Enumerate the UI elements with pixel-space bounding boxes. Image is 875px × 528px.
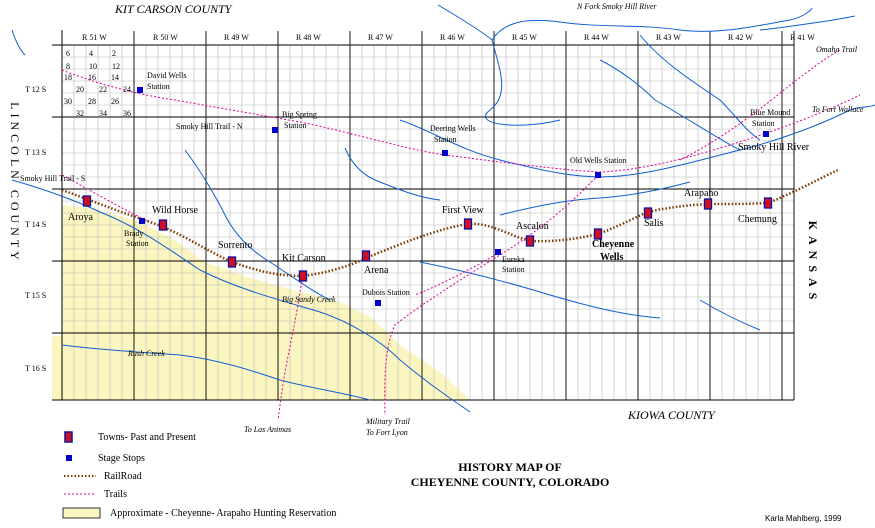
- station-label-david-wells-station: Station: [147, 82, 170, 91]
- section-number: 12: [112, 62, 120, 71]
- town-label-cheyenne: Cheyenne: [592, 239, 635, 250]
- trail-label-las-animas: To Las Animas: [244, 425, 292, 434]
- section-number: 18: [64, 73, 72, 82]
- county-label-east: KANSAS: [806, 220, 820, 306]
- town-marker-chemung: [765, 198, 772, 208]
- station-label-blue-mound: Blue Mound: [750, 108, 791, 117]
- trail-label-military-2: To Fort Lyon: [366, 428, 408, 437]
- town-label-arena: Arena: [364, 265, 389, 276]
- town-marker-arena: [363, 251, 370, 261]
- reservation-area: [52, 205, 470, 400]
- river-label-rush-creek: Rush Creek: [128, 349, 165, 358]
- trail-label-smoky-hill-s: Smoky Hill Trail - S: [20, 174, 86, 183]
- map-title-line-1: HISTORY MAP OF: [458, 460, 562, 474]
- town-label-chemung: Chemung: [738, 214, 777, 225]
- town-label-kit-carson: Kit Carson: [282, 253, 326, 264]
- station-label-brady-station: Station: [126, 239, 149, 248]
- station-label-blue-mound-station: Station: [752, 119, 775, 128]
- range-label-47: R 47 W: [368, 33, 393, 42]
- legend-item-trails: [62, 487, 127, 501]
- legend-item-railroad: [62, 469, 142, 483]
- section-number: 22: [99, 85, 107, 94]
- map-title-line-2: CHEYENNE COUNTY, COLORADO: [410, 475, 610, 489]
- map-credit: Karla Mahlberg, 1999: [765, 514, 842, 523]
- legend-label-trails: Trails: [104, 488, 127, 500]
- range-label-46: R 46 W: [440, 33, 465, 42]
- section-number: 24: [123, 85, 131, 94]
- stage-stop-symbol-icon: [62, 451, 76, 465]
- river-label-north-fork: N Fork Smoky Hill River: [577, 2, 657, 11]
- section-number: 14: [111, 73, 119, 82]
- section-number: 16: [88, 73, 96, 82]
- town-symbol-icon: [62, 430, 76, 444]
- station-marker-david-wells: [137, 87, 143, 93]
- legend-item-towns: [62, 430, 196, 444]
- trail-symbol-icon: [62, 487, 98, 501]
- station-marker-deering-wells: [442, 150, 448, 156]
- station-label-deering-wells-station: Station: [434, 135, 457, 144]
- station-marker-brady: [139, 218, 145, 224]
- station-marker-old-wells: [595, 172, 601, 178]
- county-label-south: KIOWA COUNTY: [628, 408, 715, 422]
- township-label-12: T 12 S: [25, 85, 47, 94]
- range-label-41: R 41 W: [790, 33, 815, 42]
- station-label-big-spring: Big Spring: [282, 110, 317, 119]
- trail-label-omaha: Omaha Trail: [816, 45, 858, 54]
- town-marker-cheyenne-wells: [595, 229, 602, 239]
- township-label-13: T 13 S: [25, 148, 47, 157]
- county-label-west: LINCOLN COUNTY: [8, 102, 22, 264]
- section-number: 26: [111, 97, 119, 106]
- section-number: 30: [64, 97, 72, 106]
- railroad-symbol-icon: [62, 469, 98, 483]
- range-label-44: R 44 W: [584, 33, 609, 42]
- section-number: 28: [88, 97, 96, 106]
- river-tributary-west: [345, 148, 440, 200]
- range-label-43: R 43 W: [656, 33, 681, 42]
- station-label-deering-wells: Deering Wells: [430, 124, 476, 133]
- town-label-salis: Salis: [644, 218, 664, 229]
- station-marker-big-spring: [272, 127, 278, 133]
- station-label-old-wells: Old Wells Station: [570, 156, 627, 165]
- section-number: 10: [89, 62, 97, 71]
- station-label-big-spring-station: Station: [284, 121, 307, 130]
- town-label-first-view: First View: [442, 205, 484, 216]
- map-title: [405, 460, 615, 490]
- legend-label-towns: Towns- Past and Present: [98, 431, 196, 443]
- trail-eureka-dubois: [415, 252, 500, 295]
- county-label-north: KIT CARSON COUNTY: [115, 2, 232, 16]
- river-tributary-mid: [500, 182, 690, 215]
- town-label-sorrento: Sorrento: [218, 240, 253, 251]
- section-number: 34: [99, 109, 107, 118]
- legend-item-stage-stops: [62, 451, 145, 465]
- trail-label-smoky-hill-n: Smoky Hill Trail - N: [176, 122, 243, 131]
- town-marker-arapaho: [705, 199, 712, 209]
- station-label-eureka: Eureka: [502, 255, 525, 264]
- township-label-15: T 15 S: [25, 291, 47, 300]
- section-number: 32: [76, 109, 84, 118]
- town-label-wells: Wells: [600, 252, 624, 263]
- legend-label-stage-stops: Stage Stops: [98, 452, 145, 464]
- township-label-14: T 14 S: [25, 220, 47, 229]
- range-label-42: R 42 W: [728, 33, 753, 42]
- town-label-ascalon: Ascalon: [516, 221, 549, 232]
- station-label-david-wells: David Wells: [147, 71, 187, 80]
- town-marker-kit-carson: [300, 271, 307, 281]
- river-label-big-sandy: Big Sandy Creek: [282, 295, 336, 304]
- section-number: 36: [123, 109, 131, 118]
- town-marker-wild-horse: [160, 220, 167, 230]
- section-number: 4: [89, 49, 93, 58]
- trail-label-military-1: Military Trail: [366, 417, 410, 426]
- station-label-eureka-station: Station: [502, 265, 525, 274]
- range-label-48: R 48 W: [296, 33, 321, 42]
- town-label-aroya: Aroya: [68, 212, 93, 223]
- range-label-51: R 51 W: [82, 33, 107, 42]
- town-marker-salis: [645, 208, 652, 218]
- range-label-45: R 45 W: [512, 33, 537, 42]
- section-number: 20: [76, 85, 84, 94]
- station-label-dubois: Dubois Station: [362, 288, 410, 297]
- creek-upper-left: [12, 30, 25, 55]
- south-creek: [420, 262, 660, 318]
- station-marker-eureka: [495, 249, 501, 255]
- creek-east-lower: [700, 300, 760, 330]
- station-label-brady: Brady: [124, 229, 144, 238]
- trail-label-fort-wallace: To Fort Wallace: [812, 105, 864, 114]
- town-marker-first-view: [465, 219, 472, 229]
- station-marker-dubois: [375, 300, 381, 306]
- section-number: 6: [66, 49, 70, 58]
- township-label-16: T 16 S: [25, 364, 47, 373]
- river-branch-upper: [640, 35, 760, 140]
- river-branch-north: [485, 40, 560, 125]
- town-marker-sorrento: [229, 257, 236, 267]
- town-marker-ascalon: [527, 236, 534, 246]
- section-number: 8: [66, 62, 70, 71]
- town-label-wild-horse: Wild Horse: [152, 205, 198, 216]
- legend-item-reservation: [62, 506, 336, 520]
- station-marker-blue-mound: [763, 131, 769, 137]
- range-label-50: R 50 W: [153, 33, 178, 42]
- legend-label-reservation: Approximate - Cheyenne- Arapaho Hunting Reservation: [110, 507, 337, 519]
- section-number: 2: [112, 49, 116, 58]
- legend-label-railroad: RailRoad: [104, 470, 142, 482]
- town-label-arapaho: Arapaho: [684, 188, 719, 199]
- river-label-smoky-hill: Smoky Hill River: [738, 142, 810, 153]
- range-label-49: R 49 W: [224, 33, 249, 42]
- reservation-symbol-icon: [62, 506, 102, 520]
- town-marker-aroya: [84, 196, 91, 206]
